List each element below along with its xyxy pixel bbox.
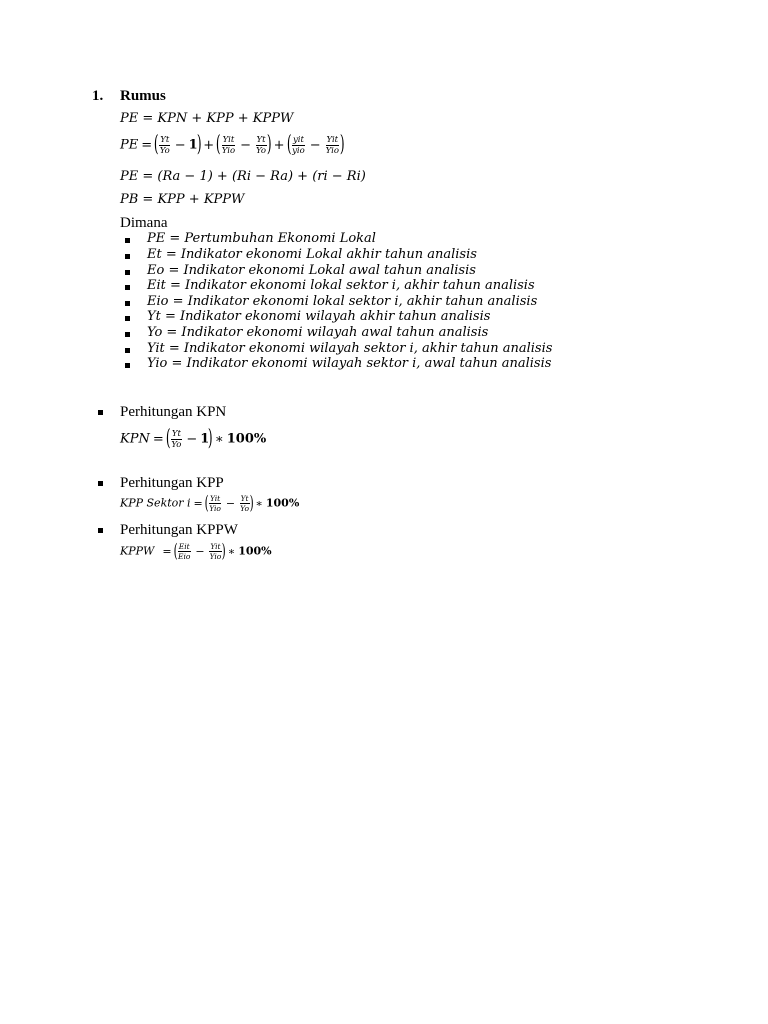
formula-pe-fraction: PE =( $\frac{Yt}{Yo}$ − 1) +( $\frac{\text{Yit}}{\text{Yio}}$ − $\frac{Yt}{Yo}$ ) +( $\frac{\text{yit}}{\text{yio}}$ − $\frac{\text{Yit}}{\text{Yio}}$ ) xyxy=(120,132,345,157)
section-number: 1. xyxy=(92,88,104,104)
definition-item: Eio = Indikator ekonomi lokal sektor i, akhir tahun analisis xyxy=(147,294,538,309)
formula-pe-sum: PE = KPN + KPP + KPPW xyxy=(120,111,294,126)
bullet-icon xyxy=(98,528,103,533)
definition-item: Yo = Indikator ekonomi wilayah awal tahun analisis xyxy=(147,325,489,340)
definition-item: Et = Indikator ekonomi Lokal akhir tahun analisis xyxy=(147,247,477,262)
kpn-heading: Perhitungan KPN xyxy=(120,404,227,420)
definition-item: Eit = Indikator ekonomi lokal sektor i, akhir tahun analisis xyxy=(147,278,535,293)
bullet-icon xyxy=(125,254,130,259)
bullet-icon xyxy=(125,238,130,243)
formula-pb: PB = KPP + KPPW xyxy=(120,192,245,207)
definition-item: PE = Pertumbuhan Ekonomi Lokal xyxy=(147,231,376,246)
definition-item: Yit = Indikator ekonomi wilayah sektor i, akhir tahun analisis xyxy=(147,341,553,356)
section-title: Rumus xyxy=(120,88,166,104)
definition-item: Eo = Indikator ekonomi Lokal awal tahun analisis xyxy=(147,263,476,278)
formula-kpp: KPP Sektor i =( $\frac{\text{Yit}}{\text{Yio}}$ − $\frac{Yt}{Yo}$ ) ∗ 100% xyxy=(120,492,300,514)
formula-pe-ratios: PE = (Ra − 1) + (Ri − Ra) + (ri − Ri) xyxy=(120,169,366,184)
bullet-icon xyxy=(125,270,130,275)
kpp-heading: Perhitungan KPP xyxy=(120,475,224,491)
bullet-icon xyxy=(125,332,130,337)
bullet-icon xyxy=(125,285,130,290)
dimana-label: Dimana xyxy=(120,215,168,231)
bullet-icon xyxy=(125,363,130,368)
bullet-icon xyxy=(125,316,130,321)
kppw-heading: Perhitungan KPPW xyxy=(120,522,238,538)
bullet-icon xyxy=(125,348,130,353)
formula-kppw: KPPW =( $\frac{\text{Eit}}{\text{Eio}}$ − $\frac{\text{Yit}}{\text{Yio}}$ ) ∗ 100% xyxy=(120,540,272,562)
definition-item: Yio = Indikator ekonomi wilayah sektor i, awal tahun analisis xyxy=(147,356,552,371)
bullet-icon xyxy=(98,410,103,415)
definition-item: Yt = Indikator ekonomi wilayah akhir tahun analisis xyxy=(147,309,491,324)
formula-kpn: KPN =( $\frac{Yt}{Yo}$ − 1) ∗ 100% xyxy=(120,426,267,451)
bullet-icon xyxy=(125,301,130,306)
bullet-icon xyxy=(98,481,103,486)
